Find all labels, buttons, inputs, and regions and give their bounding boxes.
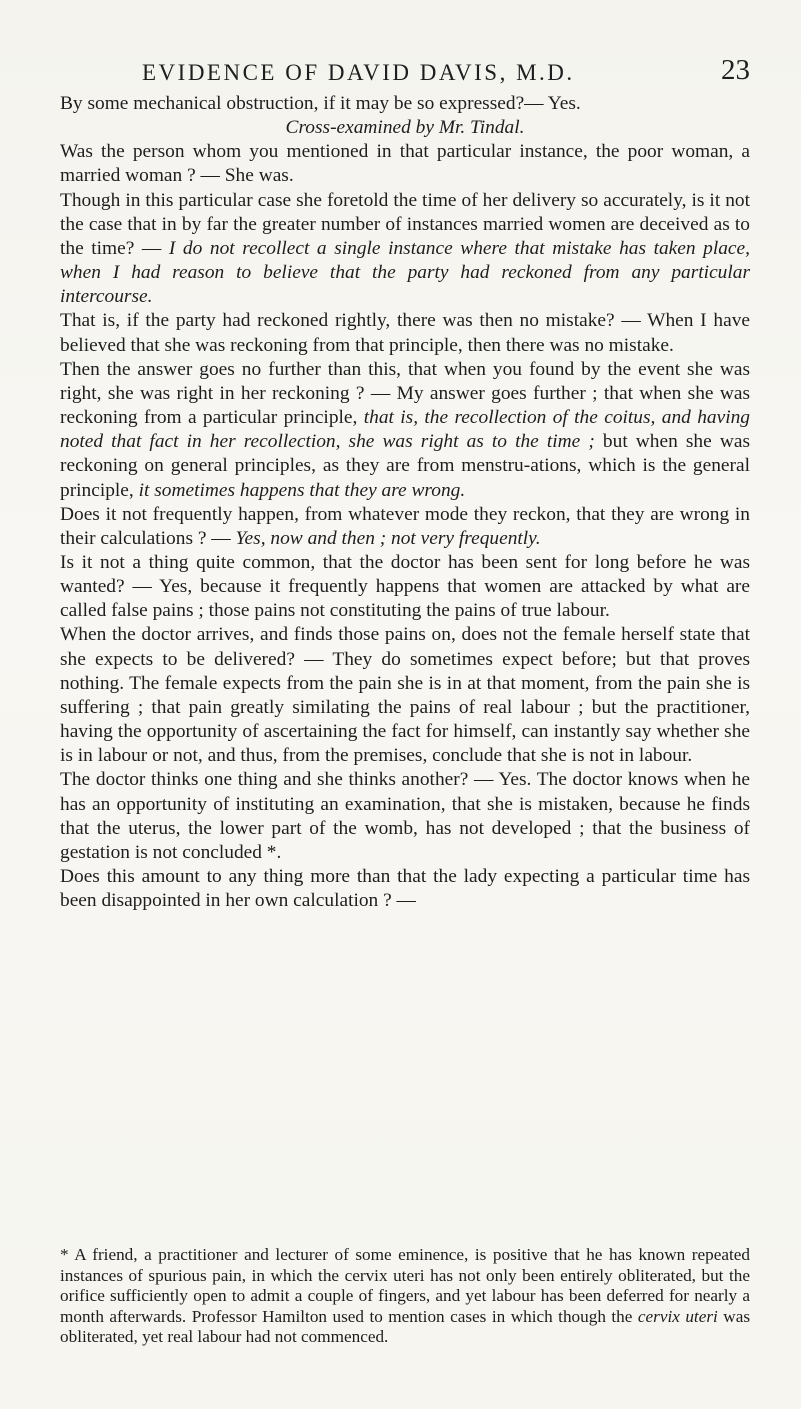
footnote [60,1245,750,1348]
footnote-text-part: * A friend, a practitioner and lecturer of some eminence, is positive that he has known repeated instances of spurious pain, in which the cervix uteri has not only been entirely obliterated, but the orifice sufficiently open to admit a couple of fingers, and yet labour has been deferred for nearly a month afterwards. Professor Hamilton used to mention cases in which though the [60,1245,750,1326]
paragraph: That is, if the party had reckoned rightly, there was then no mistake? — When I have believed that she was reckoning from that principle, then there was no mistake. [60,310,750,356]
page-number: 23 [721,54,750,86]
body-text [60,92,750,913]
paragraph: When the doctor arrives, and finds those pains on, does not the female herself state that she expects to be delivered? — They do sometimes expect before; but that proves nothing. The female expects from the pain she is in at that moment, from the pain she is suffering ; that pain greatly similating the pains of real labour ; but the practitioner, having the opportunity of ascertaining the fact for himself, can instantly say whether she is in labour or not, and thus, from the premises, conclude that she is not in labour. [60,624,750,767]
paragraph [60,503,750,551]
question-text: Though in this particular case she foretold the time of her delivery so accurately, is it not the case that in by far the greater number of instances married women are deceived as to the time? — [60,189,750,259]
footnote-text [60,1245,750,1348]
italic-text: that is, the recollection of the coitus, and having noted that fact in her recollection, she was right as to the time ; [60,407,750,453]
footnote-text-part: was obliterated, yet real labour had not commenced. [60,1306,751,1347]
section-heading: Cross-examined by Mr. Tindal. [285,117,525,139]
paragraph: Is it not a thing quite common, that the doctor has been sent for long before he was wanted? — Yes, because it frequently happens that women are attacked by what are called false pains ; those pains not constituting the pains of true labour. [60,551,750,622]
italic-text: it sometimes happens that they are wrong. [138,479,466,501]
question-text: Does it not frequently happen, from whatever mode they reckon, that they are wrong in their calculations ? — [60,503,750,549]
paragraph [60,358,750,503]
paragraph: Was the person whom you mentioned in that particular instance, the poor woman, a married woman ? — She was. [60,141,750,187]
paragraph: The doctor thinks one thing and she thinks another? — Yes. The doctor knows when he has an opportunity of instituting an examination, that she is mistaken, because he finds that the uterus, the lower part of the womb, has not developed ; that the business of gestation is not concluded *. [60,769,750,863]
running-header [60,54,750,94]
paragraph-text: but when she was reckoning on general principles, as they are from menstru-ations, which is the general principle, [60,431,750,501]
paragraph: By some mechanical obstruction, if it may be so expressed?— Yes. [60,93,581,114]
paragraph: Does this amount to any thing more than that the lady expecting a particular time has been disappointed in her own calculation ? — [60,866,750,912]
answer-italic: Yes, now and then ; not very frequently. [235,527,541,549]
paragraph [60,189,750,310]
footnote-italic: cervix uteri [637,1306,718,1326]
paragraph-text: Then the answer goes no further than this, that when you found by the event she was right, she was right in her reckoning ? — My answer goes further ; that when she was reckoning from a particular principle, [60,358,750,429]
running-title: EVIDENCE OF DAVID DAVIS, M.D. [142,60,575,85]
answer-italic: I do not recollect a single instance where that mistake has taken place, when I had reason to believe that the party had reckoned from any particular intercourse. [60,237,750,308]
